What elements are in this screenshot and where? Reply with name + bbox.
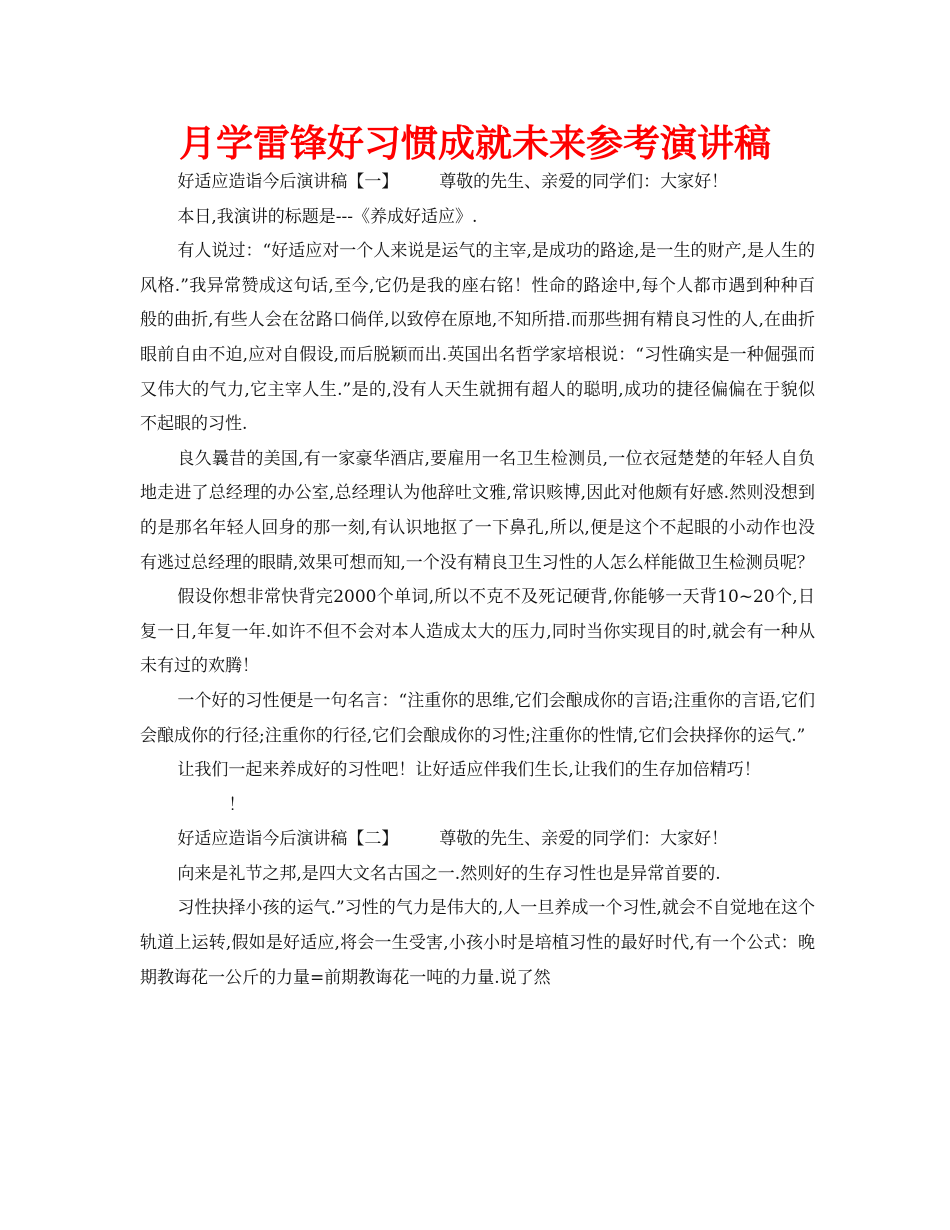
- section1-heading: 好适应造诣今后演讲稿【一】: [177, 172, 399, 192]
- section1-paragraph-4: 一个好的习性便是一句名言：“注重你的思维,它们会酿成你的言语;注重你的言语,它们会酿成你的行径;注重你的行径,它们会酿成你的习性;注重你的性情,它们会抉择你的运气.”: [140, 690, 815, 746]
- section1-paragraph-3: 假设你想非常快背完2000个单词,所以不克不及死记硬背,你能够一天背10~20个,日复一日,年复一年.如许不但不会对本人造成太大的压力,同时当你实现目的时,就会有一种从未有过的欢腾！: [140, 587, 815, 677]
- section1-intro: 本日,我演讲的标题是---《养成好适应》.: [177, 206, 478, 227]
- section1-header-line: [140, 165, 815, 200]
- section1-end-mark: ！: [228, 794, 246, 815]
- section2-heading: 好适应造诣今后演讲稿【二】: [177, 829, 399, 850]
- document-body: [140, 165, 815, 995]
- section2-header-line: [140, 822, 815, 857]
- section2-greeting: 尊敬的先生、亲爱的同学们：大家好！: [439, 829, 729, 850]
- section1-paragraph-1: 有人说过：“好适应对一个人来说是运气的主宰,是成功的路途,是一生的财产,是人生的风格.”我异常赞成这句话,至今,它仍是我的座右铭！性命的路途中,每个人都市遇到种种百般的曲折,有些人会在岔路口倘佯,以致停在原地,不知所措.而那些拥有精良习性的人,在曲折眼前自由不迫,应对自假设,而后脱颖而出.英国出名哲学家培根说：“习性确实是一种倔强而又伟大的气力,它主宰人生.”是的,没有人天生就拥有超人的聪明,成功的捷径偏偏在于貌似不起眼的习性.: [140, 241, 815, 435]
- section2-intro: 向来是礼节之邦,是四大文名古国之一.然则好的生存习性也是异常首要的.: [177, 863, 721, 884]
- document-title: 月学雷锋好习惯成就未来参考演讲稿: [179, 122, 771, 165]
- section1-paragraph-2: 良久曩昔的美国,有一家豪华酒店,要雇用一名卫生检测员,一位衣冠楚楚的年轻人自负地走进了总经理的办公室,总经理认为他辞吐文雅,常识赅博,因此对他颇有好感.然则没想到的是那名年轻人回身的那一刻,有认识地抠了一下鼻孔,所以,便是这个不起眼的小动作也没有逃过总经理的眼睛,效果可想而知,一个没有精良卫生习性的人怎么样能做卫生检测员呢？: [140, 448, 815, 573]
- section1-greeting: 尊敬的先生、亲爱的同学们：大家好！: [439, 172, 729, 192]
- section1-paragraph-5: 让我们一起来养成好的习性吧！让好适应伴我们生长,让我们的生存加倍精巧！: [177, 760, 761, 781]
- section2-paragraph-1: 习性抉择小孩的运气.”习性的气力是伟大的,人一旦养成一个习性,就会不自觉地在这个轨道上运转,假如是好适应,将会一生受害,小孩小时是培植习性的最好时代,有一个公式：晚期教诲花一公斤的力量=前期教诲花一吨的力量.说了然: [140, 898, 815, 988]
